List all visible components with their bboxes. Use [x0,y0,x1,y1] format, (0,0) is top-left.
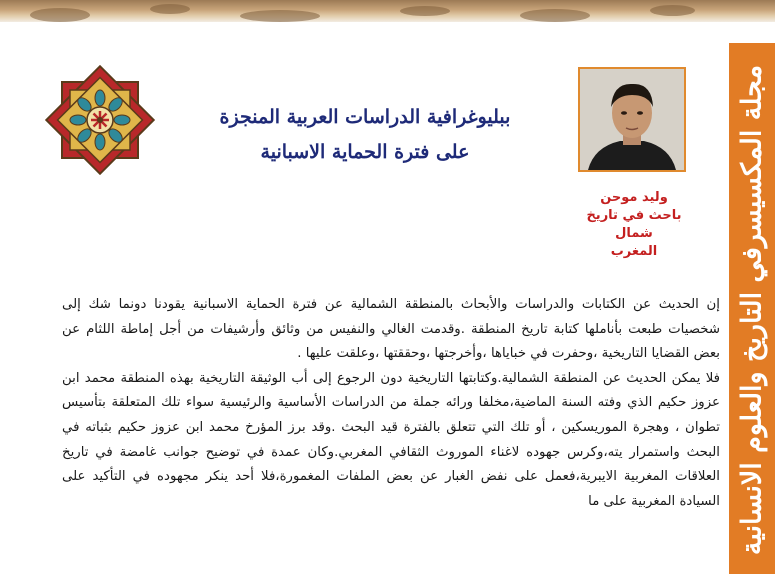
author-role-line-2: المغرب [610,244,658,259]
author-info [570,189,698,261]
magazine-side-title: مجلة المكسيسرفي التاريخ والعلوم الانسانية [736,64,768,556]
article-title-line-1: ببليوغرافية الدراسات العربية المنجزة [219,106,511,128]
author-portrait-icon [580,69,684,170]
author-role-line-1: باحث في تاريخ شمال [586,208,682,241]
paragraph-2: فلا يمكن الحديث عن المنطقة الشمالية.وكتابتها التاريخية دون الرجوع إلى أب الوثيقة التاريخية بهذه المنطقة محمد ابن عزوز حكيم الذي وفته السنة الماضية،مخلفا ورائه جملة من الدراسات الأساسية والرئيسية سواء تلك المتعلقة بتأسيس تطوان ، وهجرة الموريسكين ، أو تلك التي تتعلق بالفترة قيد البحث .وقد برز المؤرخ محمد ابن عزوز حكيم بثباته في البحث واستمرار يته،وكرس جهوده لاغناء الموروث الثقافي المغربي.وكان عمدة في توضيح جوانب غامضة في تاريخ العلاقات المغربية الايبرية،فعمل على نفض الغبار عن بعض الملفات المغمورة،فلا أحد ينكر مجهوده في التأكيد على السيادة المغربية على ما [62,370,720,509]
article-title-line-2: على فترة الحماية الاسبانية [260,141,470,163]
arabesque-ornament-icon [45,65,155,175]
author-name: وليد موحن [600,190,668,205]
author-photo [578,67,686,172]
paragraph-1: إن الحديث عن الكتابات والدراسات والأبحاث بالمنطقة الشمالية عن فترة الحماية الاسبانية يقودنا دونما شك إلى شخصيات طبعت بأناملها كتابة تاريخ المنطقة .وقدمت الغالي والنفيس من وثائق وأرشيفات من أجل إماطة اللثام عن بعض القضايا التاريخية ،وحفرت في خباياها ،وأخرجتها ،وحققتها ،وعلقت عليها . [62,297,720,362]
article-title [175,100,555,170]
article-body [62,293,720,514]
top-banner-image [0,0,775,22]
